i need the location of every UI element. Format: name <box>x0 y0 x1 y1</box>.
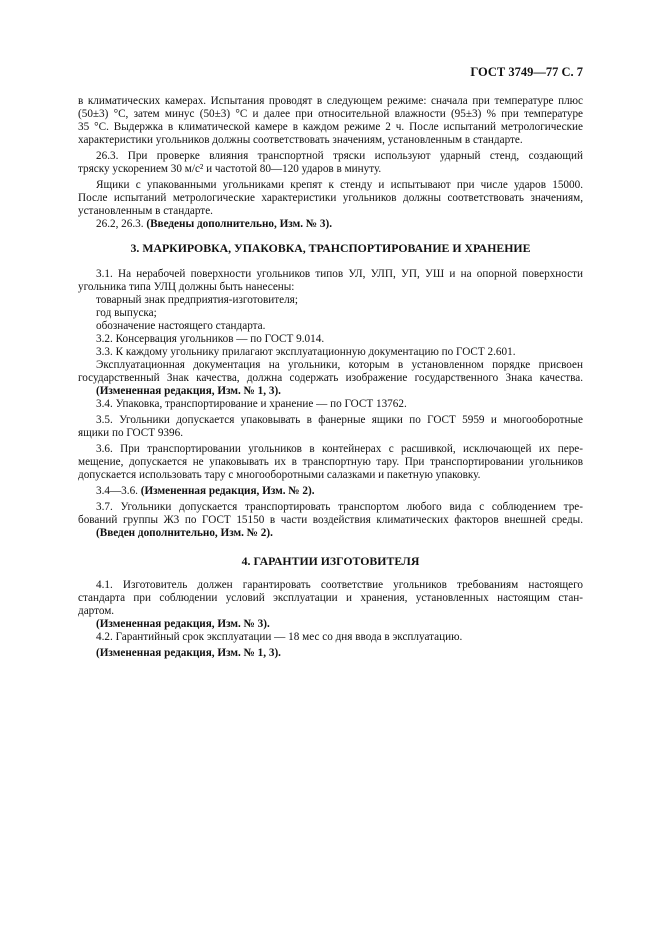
text-line <box>78 527 583 540</box>
section-3-heading: 3. МАРКИРОВКА, УПАКОВКА, ТРАНСПОРТИРОВАНИЕ И ХРАНЕНИЕ <box>130 241 531 255</box>
text-line: (50±3) °С, затем минус (50±3) °С и далее при относительной влажности (95±3) % при температуре <box>78 108 583 120</box>
text-line: 3.5. Угольники допускается упаковывать в фанерные ящики по ГОСТ 5959 и многооборотные <box>96 414 583 426</box>
amendment-note: (Измененная редакция, Изм. № 2). <box>140 485 315 497</box>
text-line: обозначение настоящего стандарта. <box>96 320 266 332</box>
text-line <box>78 385 583 398</box>
text-line: 3.7. Угольники допускается транспортировать транспортом любого вида с соблюдением тре- <box>96 501 583 513</box>
text-line: государственный Знак качества, должна содержать изображение государственного Знака качества. <box>78 372 583 384</box>
text-line: мещение, допускается не упаковывать их в транспортную тару. При транспортировании угольников <box>78 456 583 468</box>
text-line: установленным в стандарте. <box>78 205 213 217</box>
text-line: допускается использовать тару с многооборотными салазками и пакетную упаковку. <box>78 469 481 481</box>
text-line: характеристики угольников должны соответствовать значениям, установленным в стандарте. <box>78 134 523 146</box>
text-line <box>78 618 583 631</box>
text-line: тряску ускорением 30 м/с² и частотой 80—120 ударов в минуту. <box>78 163 382 175</box>
section-4-heading: 4. ГАРАНТИИ ИЗГОТОВИТЕЛЯ <box>241 554 420 568</box>
text-line: год выпуска; <box>96 307 157 319</box>
text-line <box>78 485 583 498</box>
text-line: товарный знак предприятия-изготовителя; <box>96 294 298 306</box>
text-line: 35 °С. Выдержка в климатической камере в каждом режиме 2 ч. После испытаний метрологические <box>78 121 583 133</box>
page-header: ГОСТ 3749—77 С. 7 <box>470 65 583 79</box>
text-line: 3.2. Консервация угольников — по ГОСТ 9.014. <box>96 333 325 345</box>
text-line <box>78 647 583 660</box>
text-line: в климатических камерах. Испытания проводят в следующем режиме: сначала при температуре плюс <box>78 95 583 107</box>
text-line <box>78 218 583 231</box>
text-line: 3.4. Упаковка, транспортирование и хранение — по ГОСТ 13762. <box>96 398 407 410</box>
text-line: 3.3. К каждому угольнику прилагают эксплуатационную документацию по ГОСТ 2.601. <box>96 346 516 358</box>
text-line: угольника типа УЛЦ должны быть нанесены: <box>78 281 295 293</box>
line-text: 3.4—3.6. <box>96 485 141 497</box>
amendment-note: (Измененная редакция, Изм. № 3). <box>96 618 270 630</box>
text-line: Эксплуатационная документация на угольники, которым в установленном порядке присвоен <box>96 359 583 371</box>
text-line: После испытаний метрологические характеристики угольников должны соответствовать значениям, <box>78 192 583 204</box>
amendment-note: (Введен дополнительно, Изм. № 2). <box>96 527 273 539</box>
text-line: стандарта при соблюдении условий эксплуатации и хранения, установленных настоящим стан- <box>78 592 583 604</box>
text-line: 26.3. При проверке влияния транспортной тряски используют ударный стенд, создающий <box>96 150 583 162</box>
text-line: 3.1. На нерабочей поверхности угольников типов УЛ, УЛП, УП, УШ и на опорной поверхности <box>96 268 583 280</box>
amendment-note: (Измененная редакция, Изм. № 1, 3). <box>96 647 281 659</box>
text-line: бований группы Ж3 по ГОСТ 15150 в части воздействия климатических факторов внешней среды. <box>78 514 583 526</box>
text-line: Ящики с упакованными угольниками крепят к стенду и испытывают при числе ударов 15000. <box>96 179 583 191</box>
amendment-note: (Измененная редакция, Изм. № 1, 3). <box>96 385 281 397</box>
line-text: 26.2, 26.3. <box>96 218 147 230</box>
text-line: 4.2. Гарантийный срок эксплуатации — 18 мес со дня ввода в эксплуатацию. <box>96 631 463 643</box>
amendment-note: (Введены дополнительно, Изм. № 3). <box>146 218 333 230</box>
text-line: дартом. <box>78 605 115 617</box>
text-line: 4.1. Изготовитель должен гарантировать соответствие угольников требованиям настоящего <box>96 579 583 591</box>
text-line: ящики по ГОСТ 9396. <box>78 427 184 439</box>
text-line: 3.6. При транспортировании угольников в контейнерах с расшивкой, исключающей их пере- <box>96 443 583 455</box>
